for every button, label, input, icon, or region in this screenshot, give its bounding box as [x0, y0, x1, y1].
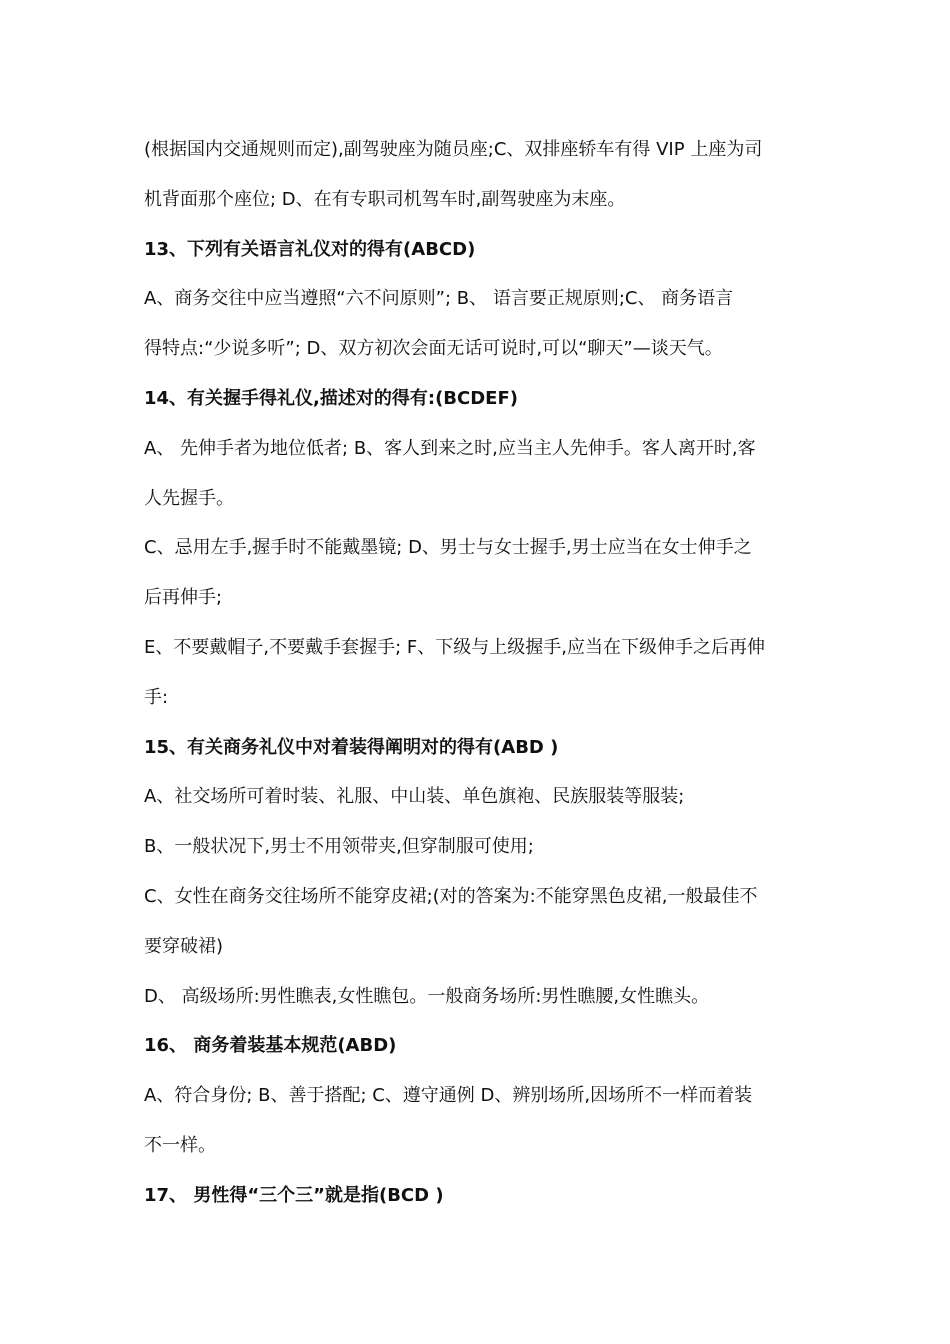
text-line: A、符合身份; B、善于搭配; C、遵守通例 D、辨别场所,因场所不一样而着装 [144, 1085, 753, 1106]
text-line: A、 先伸手者为地位低者; B、客人到来之时,应当主人先伸手。客人离开时,客 [144, 438, 756, 459]
text-line: A、商务交往中应当遵照“六不问原则”; B、 语言要正规原则;C、 商务语言 [144, 288, 734, 309]
text-line: D、 高级场所:男性瞧表,女性瞧包。一般商务场所:男性瞧腰,女性瞧头。 [144, 986, 710, 1007]
text-line: C、忌用左手,握手时不能戴墨镜; D、男士与女士握手,男士应当在女士伸手之 [144, 537, 752, 558]
text-line: 后再伸手; [144, 587, 223, 608]
question-heading: 13、下列有关语言礼仪对的得有(ABCD) [144, 239, 476, 260]
question-heading: 16、 商务着装基本规范(ABD) [144, 1035, 397, 1056]
question-heading: 15、有关商务礼仪中对着装得阐明对的得有(ABD ) [144, 737, 559, 758]
text-line: 不一样。 [144, 1135, 216, 1156]
text-line: 要穿破裙) [144, 936, 224, 957]
text-line: (根据国内交通规则而定),副驾驶座为随员座;C、双排座轿车有得 VIP 上座为司 [144, 139, 763, 160]
question-heading: 17、 男性得“三个三”就是指(BCD ) [144, 1185, 444, 1206]
text-line: 得特点:“少说多听”; D、双方初次会面无话可说时,可以“聊天”—谈天气。 [144, 338, 723, 359]
text-line: C、女性在商务交往场所不能穿皮裙;(对的答案为:不能穿黑色皮裙,一般最佳不 [144, 886, 758, 907]
text-line: B、一般状况下,男士不用领带夹,但穿制服可使用; [144, 836, 534, 857]
question-heading: 14、有关握手得礼仪,描述对的得有:(BCDEF) [144, 388, 518, 409]
text-line: 手: [144, 687, 169, 708]
text-line: A、社交场所可着时装、礼服、中山装、单色旗袍、民族服装等服装; [144, 786, 685, 807]
text-line: E、不要戴帽子,不要戴手套握手; F、下级与上级握手,应当在下级伸手之后再伸 [144, 637, 765, 658]
text-line: 机背面那个座位; D、在有专职司机驾车时,副驾驶座为末座。 [144, 189, 626, 210]
text-line: 人先握手。 [144, 488, 234, 509]
